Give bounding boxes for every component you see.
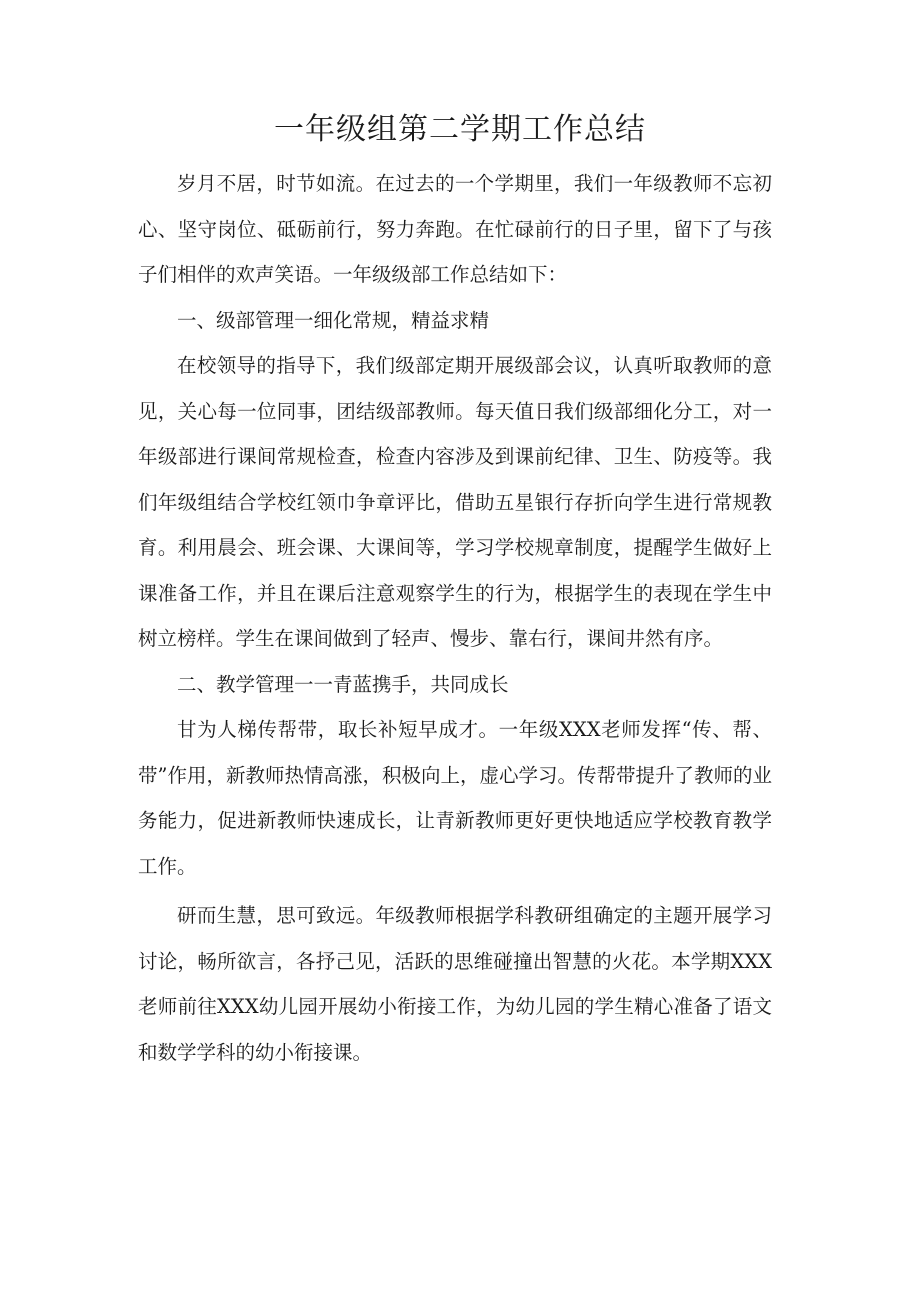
section-1-paragraph: 在校领导的指导下，我们级部定期开展级部会议，认真听取教师的意见，关心每一位同事，团结级部教师。每天值日我们级部细化分工，对一年级部进行课间常规检查，检查内容涉及到课前纪律、卫生、防疫等。我们年级组结合学校红领巾争章评比，借助五星银行存折向学生进行常规教育。利用晨会、班会课、大课间等，学习学校规章制度，提醒学生做好上课准备工作，并且在课后注意观察学生的行为，根据学生的表现在学生中树立榜样。学生在课间做到了轻声、慢步、靠右行，课间井然有序。 xyxy=(138,354,772,650)
intro-paragraph: 岁月不居，时节如流。在过去的一个学期里，我们一年级教师不忘初心、坚守岗位、砥砺前行，努力奔跑。在忙碌前行的日子里，留下了与孩子们相伴的欢声笑语。一年级级部工作总结如下： xyxy=(138,172,772,286)
section-2-paragraph-2: 研而生慧，思可致远。年级教师根据学科教研组确定的主题开展学习讨论，畅所欲言，各抒己见，活跃的思维碰撞出智慧的火花。本学期XXX老师前往XXX幼儿园开展幼小衔接工作，为幼儿园的学生精心准备了语文和数学学科的幼小衔接课。 xyxy=(138,904,772,1064)
document-body xyxy=(138,161,772,1075)
section-heading-2: 二、教学管理一一青蓝携手，共同成长 xyxy=(177,672,509,696)
section-heading-1: 一、级部管理一细化常规，精益求精 xyxy=(177,308,490,332)
document-title: 一年级组第二学期工作总结 xyxy=(274,112,646,147)
section-2-paragraph-1: 甘为人梯传帮带，取长补短早成才。一年级XXX老师发挥“传、帮、带”作用，新教师热情高涨，积极向上，虚心学习。传帮带提升了教师的业务能力，促进新教师快速成长，让青新教师更好更快地适应学校教育教学工作。 xyxy=(138,718,772,878)
